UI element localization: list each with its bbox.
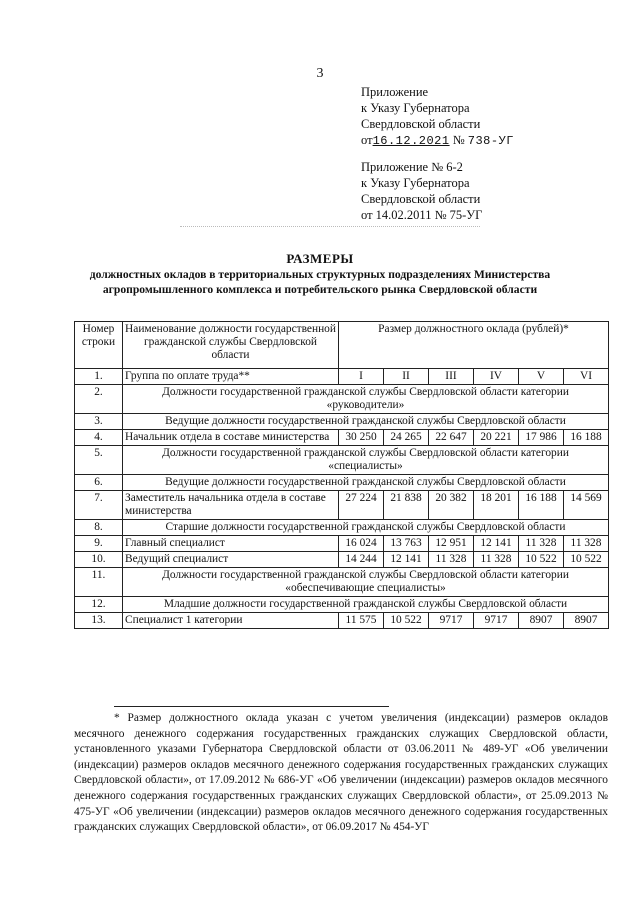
category-row (75, 414, 609, 430)
salary-cell: 17 986 (519, 430, 564, 446)
row-number-cell: 3. (75, 414, 123, 430)
pay-group-label-cell: Группа по оплате труда** (123, 369, 339, 385)
appendix-current-line: Свердловской области (361, 117, 481, 131)
appendix-current (361, 84, 514, 149)
category-cell: Должности государственной гражданской службы Свердловской области категории «обеспечивающие специалисты» (123, 568, 609, 597)
salary-cell: 21 838 (384, 491, 429, 520)
position-name-cell: Специалист 1 категории (123, 613, 339, 629)
salary-cell: 11 328 (519, 536, 564, 552)
table-row (75, 536, 609, 552)
salary-cell: 8907 (519, 613, 564, 629)
row-number-cell: 10. (75, 552, 123, 568)
row-number-cell: 2. (75, 385, 123, 414)
table-row (75, 491, 609, 520)
category-cell: Должности государственной гражданской службы Свердловской области категории «специалисты» (123, 446, 609, 475)
header-position-name: Наименование должности государственной гражданской службы Свердловской области (123, 322, 339, 369)
appendix-current-line: Приложение (361, 85, 429, 99)
header-salary: Размер должностного оклада (рублей)* (339, 322, 609, 369)
position-name-cell: Начальник отдела в составе министерства (123, 430, 339, 446)
row-number-cell: 11. (75, 568, 123, 597)
category-row (75, 568, 609, 597)
category-cell: Старшие должности государственной гражданской службы Свердловской области (123, 520, 609, 536)
appendix-current-date-line (361, 132, 514, 149)
title-subtitle-line: должностных окладов в территориальных структурных подразделениях Министерства (89, 268, 551, 281)
table-row (75, 613, 609, 629)
salary-cell: 10 522 (384, 613, 429, 629)
position-name-cell: Заместитель начальника отдела в составе министерства (123, 491, 339, 520)
appendix-original-line: Приложение № 6-2 (361, 160, 463, 174)
salary-cell: 10 522 (564, 552, 609, 568)
row-number-cell: 1. (75, 369, 123, 385)
category-cell: Ведущие должности государственной гражданской службы Свердловской области (123, 475, 609, 491)
salary-cell: 16 188 (519, 491, 564, 520)
row-number-cell: 8. (75, 520, 123, 536)
category-row (75, 385, 609, 414)
appendix-original-line: к Указу Губернатора (361, 176, 470, 190)
page-number: 3 (316, 66, 324, 81)
salary-cell: 11 575 (339, 613, 384, 629)
row-number-cell: 9. (75, 536, 123, 552)
category-row (75, 520, 609, 536)
salary-cell: 16 188 (564, 430, 609, 446)
salary-cell: 27 224 (339, 491, 384, 520)
table-row (75, 369, 609, 385)
appendix-original (361, 159, 482, 223)
title-main: РАЗМЕРЫ (286, 251, 354, 266)
position-name-cell: Ведущий специалист (123, 552, 339, 568)
pay-group-cell: II (384, 369, 429, 385)
salary-cell: 20 221 (474, 430, 519, 446)
appendix-current-line: к Указу Губернатора (361, 101, 470, 115)
table-row (75, 430, 609, 446)
row-number-cell: 13. (75, 613, 123, 629)
appendix-original-line: Свердловской области (361, 192, 481, 206)
pay-group-cell: V (519, 369, 564, 385)
salary-cell: 13 763 (384, 536, 429, 552)
salary-cell: 12 141 (384, 552, 429, 568)
salary-cell: 11 328 (564, 536, 609, 552)
salary-table (74, 321, 609, 629)
dotted-separator (180, 226, 480, 227)
salary-cell: 24 265 (384, 430, 429, 446)
position-name-cell: Главный специалист (123, 536, 339, 552)
salary-cell: 20 382 (429, 491, 474, 520)
category-row (75, 475, 609, 491)
salary-cell: 8907 (564, 613, 609, 629)
appendix-original-line: от 14.02.2011 № 75-УГ (361, 208, 483, 222)
appendix-no-sign: № (452, 133, 465, 147)
pay-group-cell: I (339, 369, 384, 385)
salary-cell: 30 250 (339, 430, 384, 446)
row-number-cell: 4. (75, 430, 123, 446)
row-number-cell: 6. (75, 475, 123, 491)
salary-cell: 9717 (474, 613, 519, 629)
pay-group-cell: IV (474, 369, 519, 385)
pay-group-cell: VI (564, 369, 609, 385)
row-number-cell: 5. (75, 446, 123, 475)
salary-cell: 11 328 (429, 552, 474, 568)
appendix-date: 16.12.2021 (372, 134, 450, 148)
pay-group-cell: III (429, 369, 474, 385)
category-cell: Должности государственной гражданской службы Свердловской области категории «руководители» (123, 385, 609, 414)
table-header-row (75, 322, 609, 369)
footnote-divider (114, 706, 389, 707)
document-title (0, 251, 640, 297)
title-subtitle-line: агропромышленного комплекса и потребительского рынка Свердловской области (102, 283, 538, 296)
appendix-number: 738-УГ (467, 134, 514, 148)
salary-cell: 22 647 (429, 430, 474, 446)
salary-cell: 18 201 (474, 491, 519, 520)
category-row (75, 446, 609, 475)
salary-cell: 16 024 (339, 536, 384, 552)
salary-cell: 14 569 (564, 491, 609, 520)
appendix-from-prefix: от (361, 133, 373, 147)
salary-cell: 10 522 (519, 552, 564, 568)
category-cell: Младшие должности государственной гражданской службы Свердловской области (123, 597, 609, 613)
footnote: * Размер должностного оклада указан с учетом увеличения (индексации) размеров окладов месячного денежного содержания государственных гражданских служащих Свердловской области, установленного указами Губернатора Свердловской области от 03.06.2011 № 489-УГ «Об увеличении (индексации) размеров окладов месячного денежного содержания государственных гражданских служащих Свердловской области», от 17.09.2012 № 686-УГ «Об увеличении (индексации) размеров окладов месячного денежного содержания государственных гражданских служащих Свердловской области», от 25.09.2013 № 475-УГ «Об увеличении (индексации) размеров окладов месячного денежного содержания государственных гражданских служащих Свердловской области», от 06.09.2017 № 454-УГ (74, 712, 608, 834)
table-row (75, 552, 609, 568)
salary-cell: 12 951 (429, 536, 474, 552)
category-row (75, 597, 609, 613)
salary-cell: 12 141 (474, 536, 519, 552)
salary-cell: 14 244 (339, 552, 384, 568)
header-row-number: Номер строки (75, 322, 123, 369)
category-cell: Ведущие должности государственной гражданской службы Свердловской области (123, 414, 609, 430)
salary-cell: 11 328 (474, 552, 519, 568)
row-number-cell: 12. (75, 597, 123, 613)
row-number-cell: 7. (75, 491, 123, 520)
salary-cell: 9717 (429, 613, 474, 629)
